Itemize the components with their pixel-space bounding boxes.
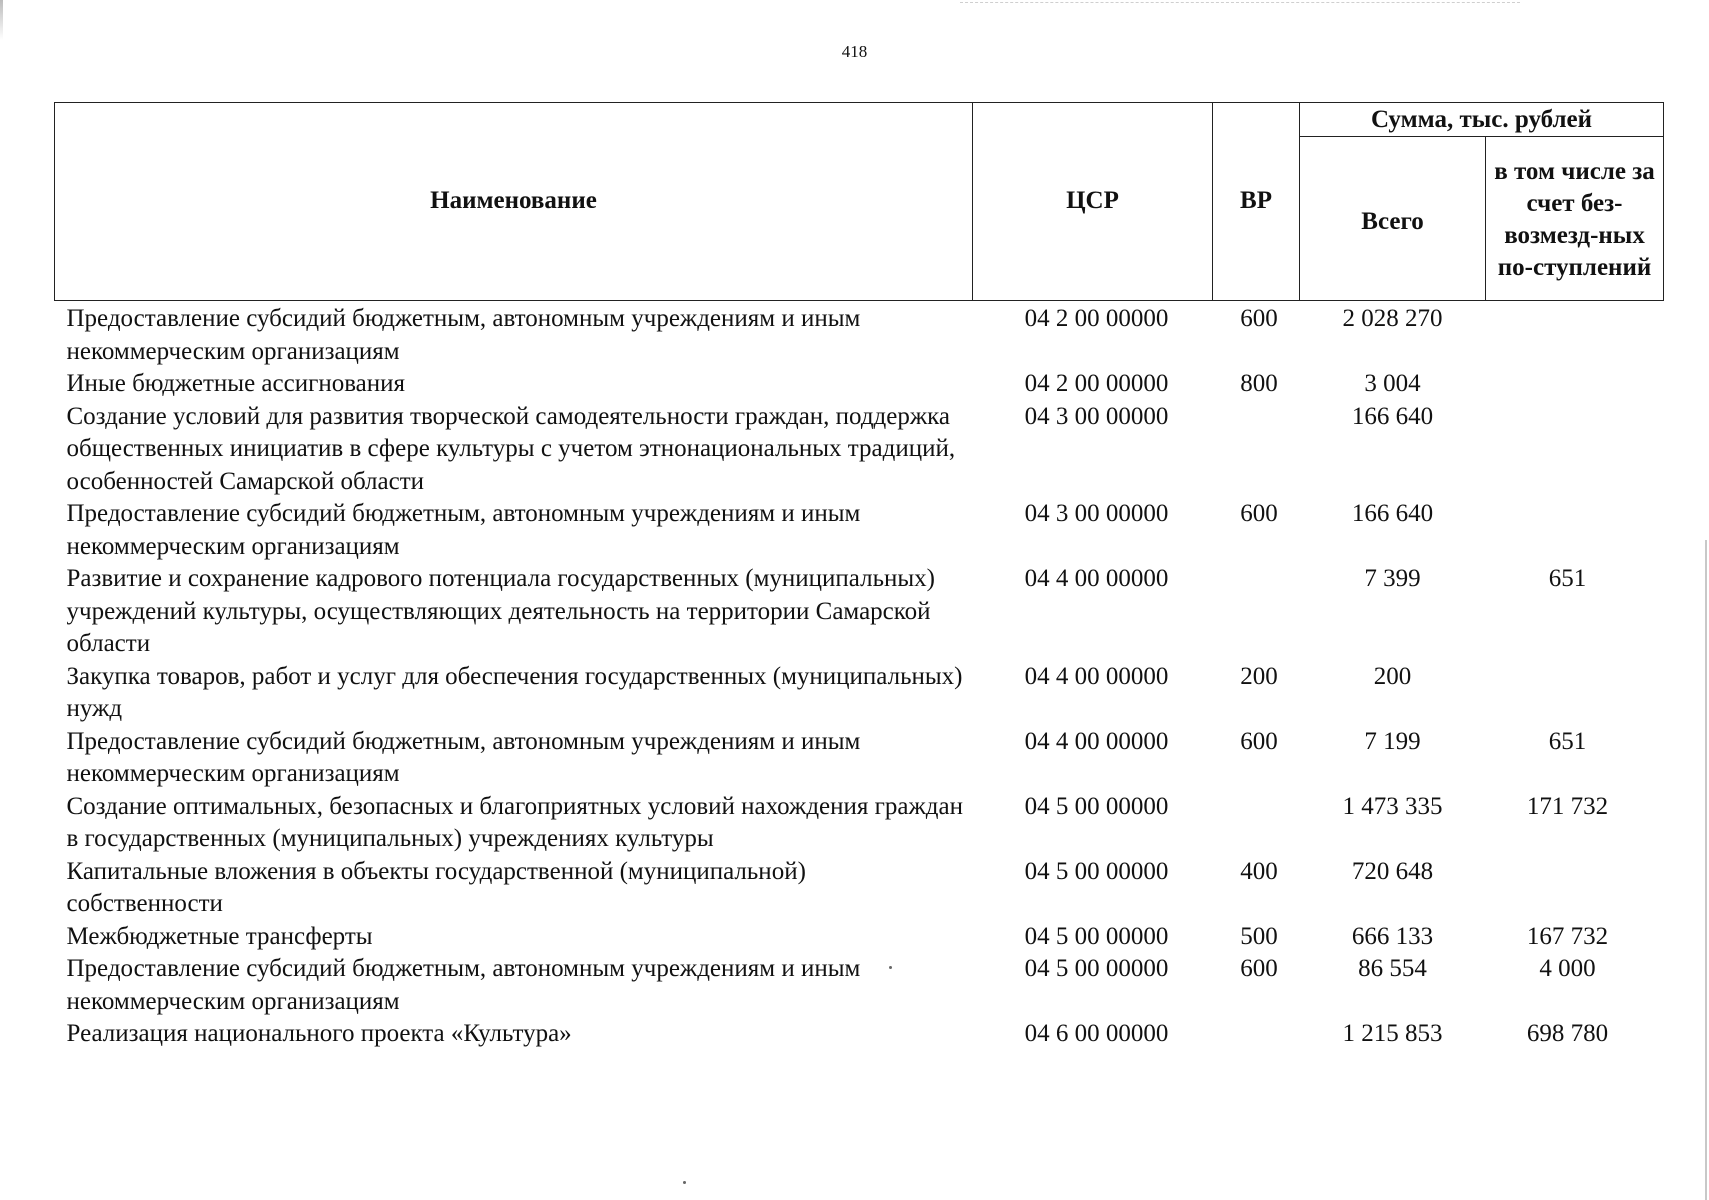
row-free-receipts-cell: [1486, 498, 1664, 563]
row-csr-cell: 04 2 00 00000: [1024, 370, 1169, 397]
row-free-receipts-cell: [1486, 856, 1664, 921]
header-total: Всего: [1300, 137, 1486, 301]
row-name-cell: Капитальные вложения в объекты государственной (муниципальной) собственности: [66, 857, 806, 917]
row-csr-cell: 04 4 00 00000: [1024, 662, 1169, 690]
table-row: [55, 1018, 1664, 1051]
row-vr-cell: 200: [1240, 662, 1278, 690]
row-free-receipts-cell: 4 000: [1539, 955, 1596, 982]
row-vr-cell: 600: [1240, 727, 1278, 755]
table-row: [55, 953, 1664, 1018]
row-csr-cell: 04 4 00 00000: [1024, 727, 1169, 755]
header-sum-group: Сумма, тыс. рублей: [1300, 103, 1664, 137]
row-total-cell: 1 473 335: [1342, 792, 1443, 820]
row-free-receipts-cell: [1486, 661, 1664, 726]
row-total-cell: 1 215 853: [1342, 1020, 1443, 1047]
row-csr-cell: 04 6 00 00000: [1024, 1020, 1169, 1047]
table-row: [55, 368, 1664, 401]
row-name-cell: Предоставление субсидий бюджетным, автономным учреждениям и иным некоммерческим организациям: [66, 955, 861, 1015]
table-body: [55, 301, 1664, 1051]
table-row: [55, 726, 1664, 791]
row-vr-cell: 600: [1240, 955, 1278, 982]
table-row: [55, 661, 1664, 726]
row-name-cell: Закупка товаров, работ и услуг для обеспечения государственных (муниципальных) нужд: [66, 662, 963, 722]
scan-speck: [889, 966, 892, 969]
row-total-cell: 200: [1373, 662, 1412, 690]
row-total-cell: 2 028 270: [1342, 305, 1443, 332]
scan-artifact-top: [960, 2, 1520, 3]
header-csr: ЦСР: [973, 103, 1213, 301]
row-total-cell: 7 199: [1364, 727, 1421, 755]
table-row: [55, 563, 1664, 661]
row-name-cell: Развитие и сохранение кадрового потенциала государственных (муниципальных) учреждений культуры, осуществляющих деятельность на территории Самарской области: [66, 565, 936, 657]
table-header: [55, 103, 1664, 301]
row-free-receipts-cell: [1486, 401, 1664, 499]
scan-artifact-right-edge: [1705, 540, 1707, 1200]
row-free-receipts-cell: 167 732: [1526, 922, 1609, 950]
table-row: [55, 791, 1664, 856]
row-total-cell: 166 640: [1351, 402, 1434, 430]
row-name-cell: Создание оптимальных, безопасных и благоприятных условий нахождения граждан в государственных (муниципальных) учреждениях культуры: [66, 792, 963, 852]
row-name-cell: Предоставление субсидий бюджетным, автономным учреждениям и иным некоммерческим организациям: [66, 305, 861, 365]
row-free-receipts-cell: 171 732: [1526, 792, 1609, 820]
scan-speck: [683, 1181, 686, 1184]
row-csr-cell: 04 5 00 00000: [1024, 792, 1169, 820]
row-free-receipts-cell: [1486, 368, 1664, 401]
table-row: [55, 921, 1664, 954]
row-csr-cell: 04 5 00 00000: [1024, 857, 1169, 885]
row-total-cell: 3 004: [1364, 370, 1421, 397]
row-total-cell: 7 399: [1364, 565, 1421, 592]
header-vr: ВР: [1213, 103, 1300, 301]
row-name-cell: Межбюджетные трансферты: [66, 922, 373, 950]
row-total-cell: 166 640: [1351, 500, 1434, 527]
table-row: [55, 856, 1664, 921]
row-vr-cell: [1213, 791, 1300, 856]
row-csr-cell: 04 4 00 00000: [1024, 565, 1169, 592]
row-vr-cell: 500: [1240, 922, 1278, 950]
row-csr-cell: 04 3 00 00000: [1024, 500, 1169, 527]
row-vr-cell: 800: [1240, 370, 1278, 397]
row-name-cell: Создание условий для развития творческой самодеятельности граждан, поддержка общественных инициатив в сфере культуры с учетом этнонациональных традиций, особенностей Самарской области: [66, 402, 956, 495]
row-vr-cell: 600: [1240, 305, 1278, 332]
row-name-cell: Предоставление субсидий бюджетным, автономным учреждениям и иным некоммерческим организациям: [66, 500, 861, 560]
table-row: [55, 498, 1664, 563]
header-name: Наименование: [55, 103, 973, 301]
row-free-receipts-cell: 651: [1548, 565, 1587, 592]
header-free-receipts: в том числе за счет без-возмезд-ных по-ступлений: [1486, 137, 1664, 301]
row-csr-cell: 04 2 00 00000: [1024, 305, 1169, 332]
table-row: [55, 401, 1664, 499]
table-row: [55, 301, 1664, 369]
page-number: 418: [841, 42, 868, 61]
row-vr-cell: 400: [1240, 857, 1278, 885]
scan-artifact-left-edge: [0, 0, 3, 40]
row-name-cell: Предоставление субсидий бюджетным, автономным учреждениям и иным некоммерческим организациям: [66, 727, 861, 787]
row-name-cell: Реализация национального проекта «Культура»: [66, 1020, 572, 1047]
row-vr-cell: [1213, 401, 1300, 499]
row-csr-cell: 04 5 00 00000: [1024, 955, 1169, 982]
row-vr-cell: 600: [1240, 500, 1278, 527]
row-free-receipts-cell: 698 780: [1526, 1020, 1609, 1047]
row-total-cell: 720 648: [1351, 857, 1434, 885]
budget-table: [54, 102, 1664, 1051]
row-name-cell: Иные бюджетные ассигнования: [66, 370, 406, 397]
row-vr-cell: [1213, 563, 1300, 661]
row-csr-cell: 04 3 00 00000: [1024, 402, 1169, 430]
row-csr-cell: 04 5 00 00000: [1024, 922, 1169, 950]
row-total-cell: 86 554: [1358, 955, 1427, 982]
row-free-receipts-cell: 651: [1548, 727, 1587, 755]
row-vr-cell: [1213, 1018, 1300, 1051]
row-free-receipts-cell: [1486, 301, 1664, 369]
row-total-cell: 666 133: [1351, 922, 1434, 950]
